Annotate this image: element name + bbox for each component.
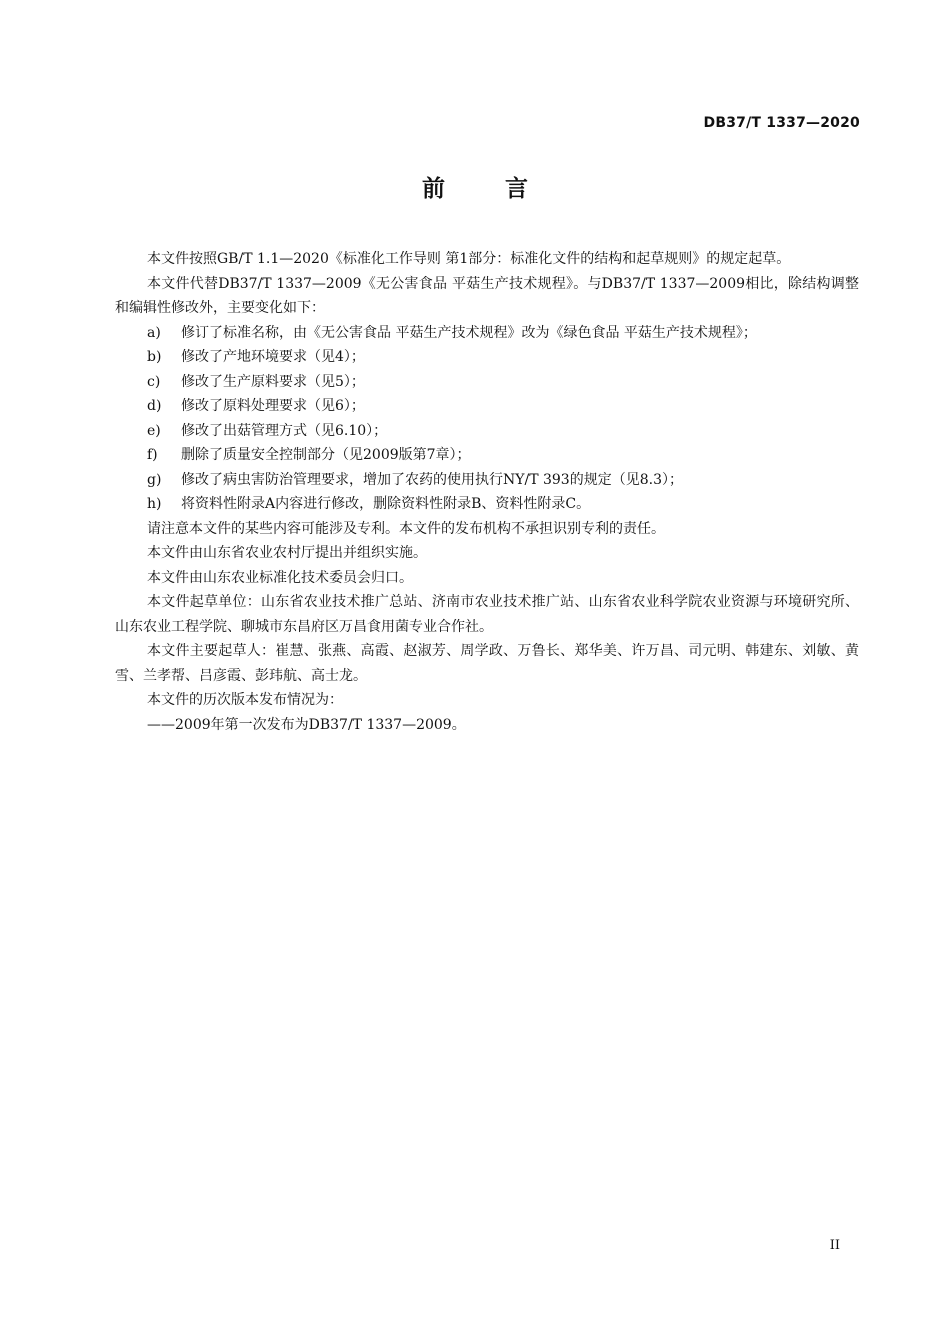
list-item (115, 394, 859, 419)
standard-code: DB37/T 1337—2020 (703, 115, 860, 131)
list-text: 修改了原料处理要求（见6）； (181, 398, 365, 414)
paragraph: 本文件由山东农业标准化技术委员会归口。 (147, 569, 413, 586)
list-marker: e) (147, 422, 161, 439)
paragraph: 本文件代替DB37/T 1337—2009《无公害食品 平菇生产技术规程》。与DB37/T 1337—2009相比，除结构调整和编辑性修改外，主要变化如下： (115, 275, 859, 316)
page-title: 前 言 (421, 176, 554, 202)
paragraph: ——2009年第一次发布为DB37/T 1337—2009。 (147, 716, 466, 733)
paragraph: 本文件按照GB/T 1.1—2020《标准化工作导则 第1部分：标准化文件的结构和起草规则》的规定起草。 (147, 251, 791, 267)
list-text: 将资料性附录A内容进行修改，删除资料性附录B、资料性附录C。 (181, 496, 591, 512)
list-text: 修改了出菇管理方式（见6.10）； (181, 422, 388, 439)
list-item (115, 443, 859, 468)
list-text: 删除了质量安全控制部分（见2009版第7章）； (181, 447, 471, 463)
list-text: 修改了生产原料要求（见5）； (181, 373, 365, 390)
list-item (115, 370, 859, 395)
list-marker: h) (147, 496, 162, 512)
list-item (115, 419, 859, 444)
paragraph: 本文件由山东省农业农村厅提出并组织实施。 (147, 545, 427, 561)
page-number: II (829, 1238, 840, 1253)
list-marker: d) (147, 398, 162, 414)
list-item (115, 321, 859, 346)
list-marker: c) (147, 373, 161, 390)
list-marker: f) (147, 447, 158, 463)
list-marker: a) (147, 324, 161, 341)
list-text: 修订了标准名称，由《无公害食品 平菇生产技术规程》改为《绿色食品 平菇生产技术规程》； (181, 324, 757, 341)
list-text: 修改了病虫害防治管理要求，增加了农药的使用执行NY/T 393的规定（见8.3）； (181, 471, 683, 488)
paragraph: 请注意本文件的某些内容可能涉及专利。本文件的发布机构不承担识别专利的责任。 (147, 520, 665, 537)
paragraph: 本文件起草单位：山东省农业技术推广总站、济南市农业技术推广站、山东省农业科学院农业资源与环境研究所、山东农业工程学院、聊城市东昌府区万昌食用菌专业合作社。 (115, 594, 859, 635)
list-item (115, 345, 859, 370)
foreword-body (115, 247, 859, 737)
list-text: 修改了产地环境要求（见4）； (181, 349, 365, 365)
list-item (115, 468, 859, 493)
list-item (115, 492, 859, 517)
paragraph: 本文件的历次版本发布情况为： (147, 692, 343, 708)
list-marker: b) (147, 349, 162, 365)
paragraph: 本文件主要起草人：崔慧、张燕、高霞、赵淑芳、周学政、万鲁长、郑华美、许万昌、司元明、韩建东、刘敏、黄雪、兰孝帮、吕彦霞、彭玮航、高士龙。 (115, 643, 859, 684)
list-marker: g) (147, 471, 162, 488)
